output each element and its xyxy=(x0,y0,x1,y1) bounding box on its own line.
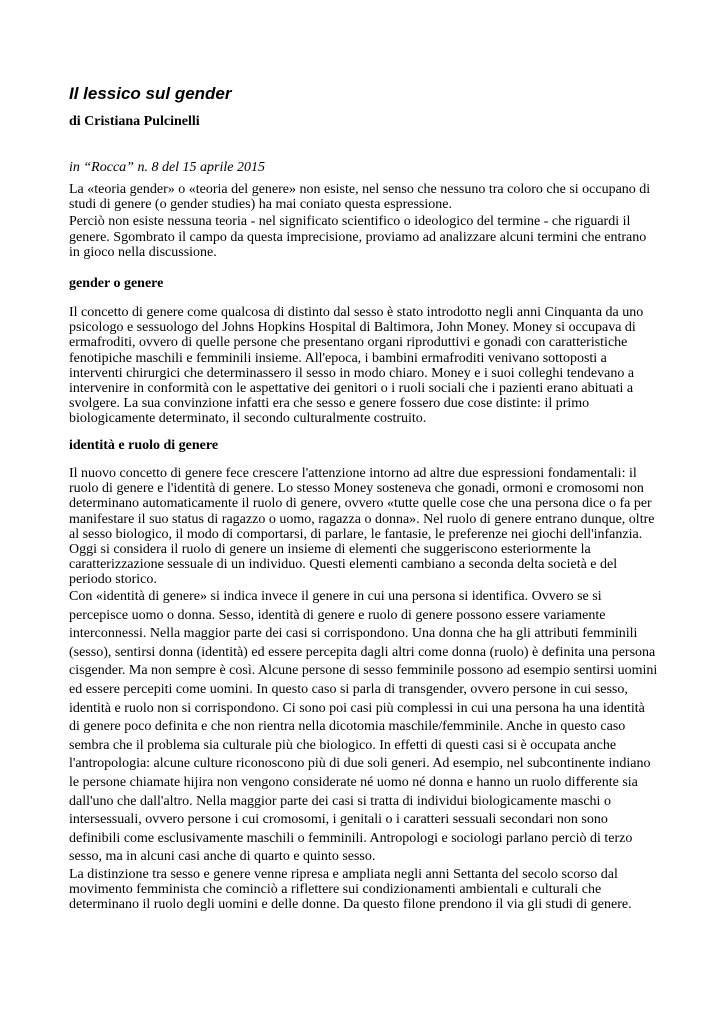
article-author: di Cristiana Pulcinelli xyxy=(69,114,200,129)
section-body xyxy=(69,867,659,913)
body-paragraph: Con «identità di genere» si indica invece il genere in cui una persona si identifica. Ovvero se si percepisce uomo o donna. Sesso, identità di genere e ruolo di genere possono essere variamente interconnessi. Nella maggior parte dei casi si corrispondono. Una donna che ha gli attributi femminili (sesso), sentirsi donna (identità) ed essere percepita dagli altri come donna (ruolo) è definita una persona cisgender. Ma non sempre è così. Alcune persone di sesso femminile possono ad esempio sentirsi uomini ed essere percepiti come uomini. In questo caso si parla di transgender, ovvero persone in cui sesso, identità e ruolo non si corrispondono. Ci sono poi casi più complessi in cui una persona ha una identità di genere poco definita e che non rientra nella dicotomia maschile/femminile. Anche in questo caso sembra che il problema sia culturale più che biologico. In effetti di questi casi si è occupata anche l'antropologia: alcune culture riconoscono più di due soli generi. Ad esempio, nel subcontinente indiano le persone chiamate hijira non vengono considerate né uomo né donna e hanno un ruolo differente sia dall'uno che dall'altro. Nella maggior parte dei casi si tratta di individui biologicamente maschi o intersessuali, ovvero persone i cui cromosomi, i genitali o i caratteri sessuali secondari non sono definibili come esclusivamente maschili o femminili. Antropologi e sociologi parlano perciò di terzo sesso, ma in alcuni casi anche di quarto e quinto sesso. xyxy=(69,589,658,865)
section-body xyxy=(69,466,659,588)
article-title: Il lessico sul gender xyxy=(69,84,232,103)
intro-block xyxy=(69,182,659,260)
body-paragraph: Il concetto di genere come qualcosa di distinto dal sesso è stato introdotto negli anni Cinquanta da uno psicologo e sessuologo del Johns Hopkins Hospital di Baltimora, John Money. Money si occupava di ermafroditi, ovvero di quelle persone che presentano organi riproduttivi e gonadi con caratteristiche fenotipiche maschili e femminili insieme. All'epoca, i bambini ermafroditi venivano sottoposti a interventi chirurgici che determinassero il sesso in modo chiaro. Money e i suoi colleghi tendevano a intervenire in conformità con le aspettative dei genitori o i ruoli sociali che i pazienti erano abituati a svolgere. La sua convinzione infatti era che sesso e genere fossero due cose distinte: il primo biologicamente determinato, il secondo culturalmente costruito. xyxy=(69,305,644,427)
body-paragraph: Il nuovo concetto di genere fece crescere l'attenzione intorno ad altre due espressioni fondamentali: il ruolo di genere e l'identità di genere. Lo stesso Money sosteneva che gonadi, ormoni e cromosomi non determinano automaticamente il ruolo di genere, ovvero «tutte quelle cose che una persona dice o fa per manifestare il suo status di ragazzo o uomo, ragazza o donna». Nel ruolo di genere entrano dunque, oltre al sesso biologico, il modo di comportarsi, di parlare, le fantasie, le preferenze nei giochi dell'infanzia. Oggi si considera il ruolo di genere un insieme di elementi che suggeriscono esteriormente la caratterizzazione sessuale di un individuo. Questi elementi cambiano a seconda delta società e del periodo storico. xyxy=(69,466,655,588)
intro-paragraph: Perciò non esiste nessuna teoria - nel significato scientifico o ideologico del termine - che riguardi il genere. Sgombrato il campo da questa imprecisione, proviamo ad analizzare alcuni termini che entrano in gioco nella discussione. xyxy=(69,214,647,260)
section-heading: identità e ruolo di genere xyxy=(69,438,219,453)
article-source: in “Rocca” n. 8 del 15 aprile 2015 xyxy=(69,160,265,175)
body-paragraph: La distinzione tra sesso e genere venne ripresa e ampliata negli anni Settanta del secolo scorso dal movimento femminista che cominciò a riflettere sui condizionamenti ambientali e culturali che determinano il ruolo degli uomini e delle donne. Da questo filone prendono il via gli studi di genere. xyxy=(69,867,632,913)
intro-paragraph: La «teoria gender» o «teoria del genere» non esiste, nel senso che nessuno tra coloro che si occupano di studi di genere (o gender studies) ha mai coniato questa espressione. xyxy=(69,182,651,213)
section-body xyxy=(69,588,659,867)
section-body xyxy=(69,305,659,427)
section-heading: gender o genere xyxy=(69,276,164,291)
